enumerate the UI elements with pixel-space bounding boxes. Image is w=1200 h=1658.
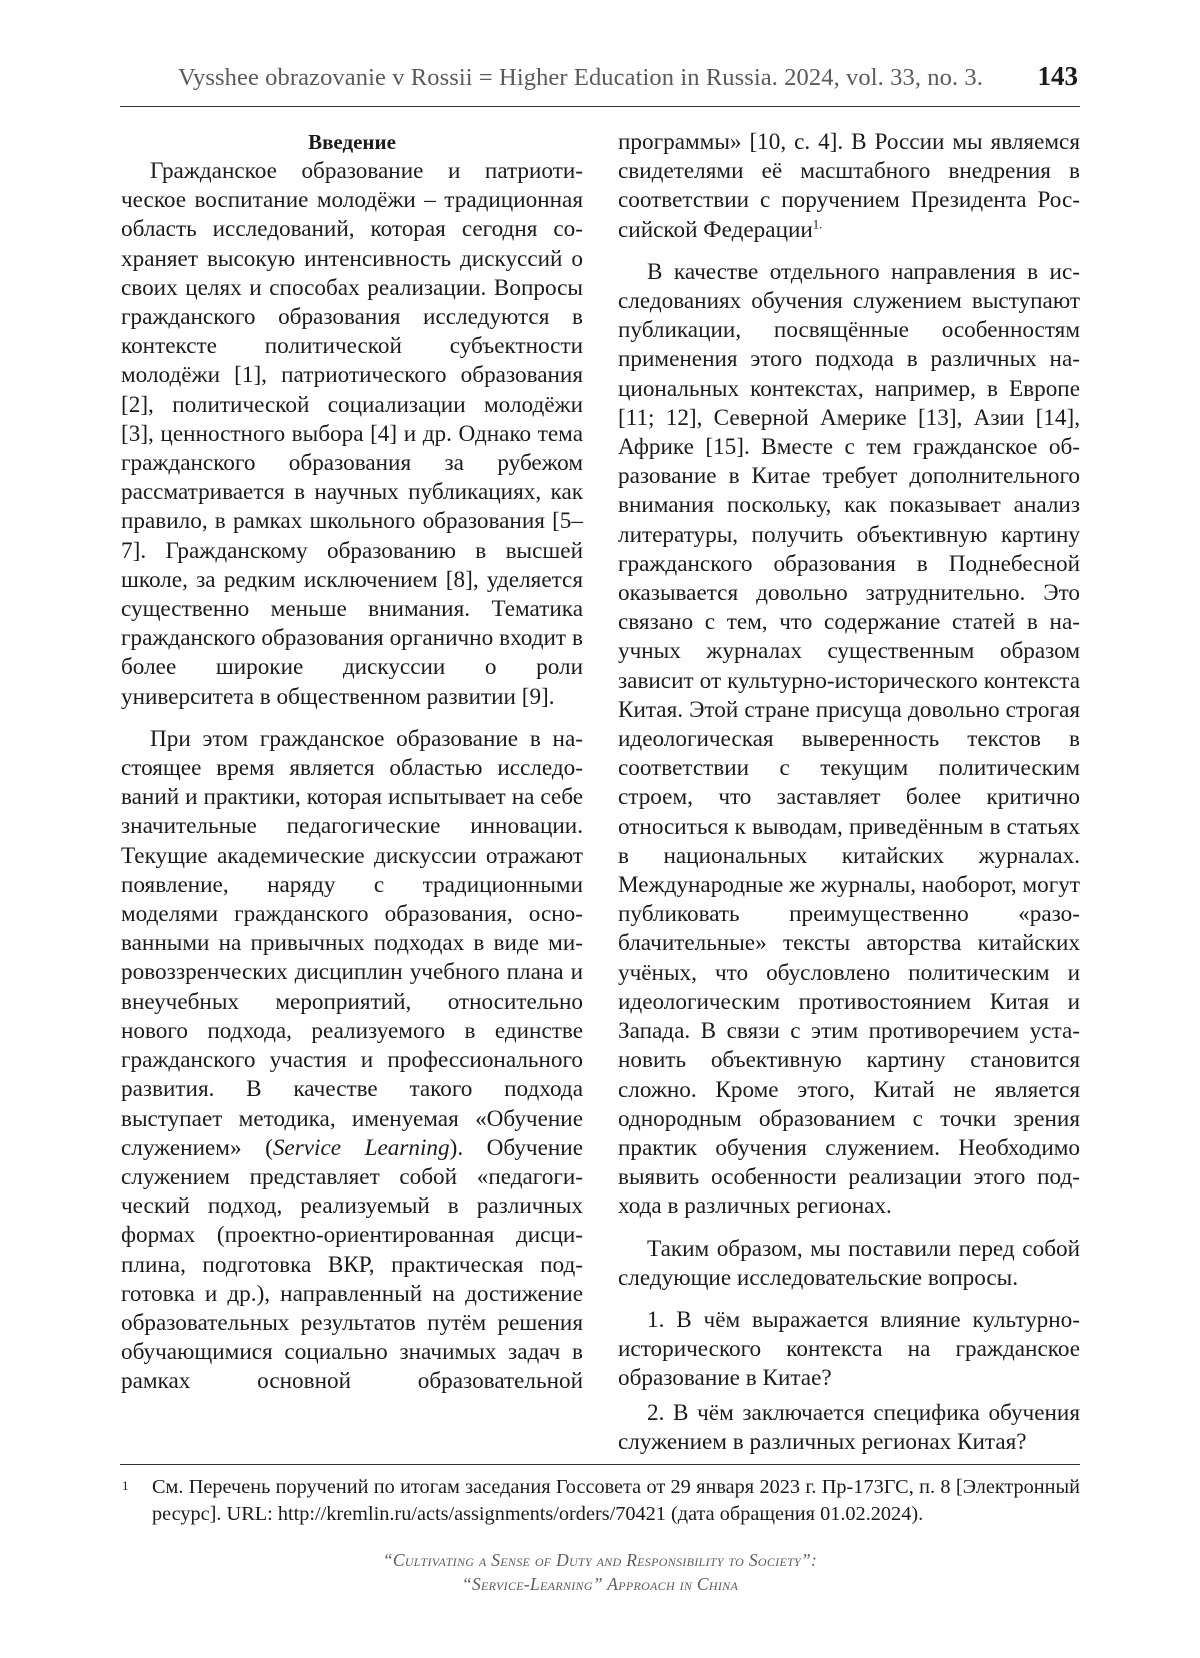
section-heading: Введение xyxy=(308,130,396,154)
running-header xyxy=(120,58,1080,107)
paragraph-text: ). Обучение служением представляет собой «педагогический подход, реализуемый в различных формах (проектно-ориентированная дисциплина, подготовка ВКР, практическая подготовка и др.), направленный на достижение образовательных результатов путём решения обучающимися социально значимых задач в рамках основной образовательной xyxy=(121,1134,583,1395)
journal-citation: Vysshee obrazovanie v Rossii = Higher Education in Russia. 2024, vol. 33, no. 3. xyxy=(177,64,983,91)
left-column xyxy=(121,128,583,1410)
footnote-divider xyxy=(120,1464,1080,1465)
article-title-line-1: “Cultivating a Sense of Duty and Responsibility to Society”: xyxy=(382,1550,818,1570)
research-question: 1. В чём выражается влияние культурно-исторического контекста на гражданское образование в Китае? xyxy=(618,1306,1080,1392)
paragraph: В качестве отдельного направления в исследованиях обучения служением выступают публикации, посвящённые особенностям применения этого подхода в различных национальных контекстах, например, в Европе [11; 12], Северной Америке [13], Азии [14], Африке [15]. Вместе с тем гражданское образование в Китае требует дополнительного внимания поскольку, как показывает анализ литературы, получить объективную картину гражданского образования в Поднебесной оказывается довольно затруднительно. Это связано с тем, что содержание статей в научных журналах существенным образом зависит от культурно-исторического контекста Китая. Этой стране присуща довольно строгая идеологическая выверенность текстов в соответствии с текущим политическим строем, что заставляет более критично относиться к выводам, приведённым в статьях в национальных китайских журналах. Международные же журналы, наоборот, могут публиковать преимущественно «разоблачительные» тексты авторства китайских учёных, что обусловлено политическим и идеологическим противостоянием Китая и Запада. В связи с этим противоречием установить объективную картину становится сложно. Кроме этого, Китай не является однородным образованием с точки зрения практик обучения служением. Необходимо выявить особенности реализации этого подхода в различных регионах. xyxy=(618,258,1080,1220)
research-question: 2. В чём заключается специфика обучения служением в различных регионах Китая? xyxy=(618,1399,1080,1455)
paragraph-text: При этом гражданское образование в настоящее время является областью исследований и практики, которая испытывает на себе значительные педагогические инновации. Текущие академические дискуссии отражают появление, наряду с традиционными моделями гражданского образования, основанными на привычных подходах в виде мировоззренческих дисциплин учебного плана и внеучебных мероприятий, относительно нового подхода, реализуемого в единстве гражданского участия и профессионального развития. В качестве такого подхода выступает методика, именуемая «Обучение служением» ( xyxy=(121,725,583,1161)
paragraph xyxy=(618,128,1080,245)
right-column xyxy=(618,128,1080,1470)
italic-term: Service Learning xyxy=(272,1134,450,1161)
footnote xyxy=(120,1474,1080,1528)
footnote-mark: 1 xyxy=(122,1478,129,1493)
article-title-line-2: “Service-Learning” Approach in China xyxy=(461,1574,739,1594)
paragraph: Таким образом, мы поставили перед собой следующие исследовательские вопросы. xyxy=(618,1235,1080,1291)
paragraph-text: программы» [10, с. 4]. В России мы являемся свидетелями её масштабного внедрения в соответствии с поручением Президента Российской Федерации xyxy=(618,129,1080,243)
footnote-text: См. Перечень поручений по итогам заседания Госсовета от 29 января 2023 г. Пр-173ГС, п. 8 [Электронный ресурс]. URL: http://kremlin.ru/acts/assignments/orders/70421 (дата обращения 01.02.2024). xyxy=(152,1476,1080,1525)
page-number: 143 xyxy=(1037,61,1078,91)
footnote-reference[interactable]: 1. xyxy=(812,216,823,231)
paragraph xyxy=(121,725,583,1397)
paragraph: Гражданское образование и патриотическое воспитание молодёжи – традиционная область исследований, которая сегодня сохраняет высокую интенсивность дискуссий о своих целях и способах реализации. Вопросы гражданского образования исследуются в контексте политической субъектности молодёжи [1], патриотического образования [2], политической социализации молодёжи [3], ценностного выбора [4] и др. Однако тема гражданского образования за рубежом рассматривается в научных публикациях, как правило, в рамках школьного образования [5–7]. Гражданскому образованию в высшей школе, за редким исключением [8], уделяется существенно меньше внимания. Тематика гражданского образования органично входит в более широкие дискуссии о роли университета в общественном развитии [9]. xyxy=(121,158,583,710)
running-footer xyxy=(120,1548,1080,1596)
